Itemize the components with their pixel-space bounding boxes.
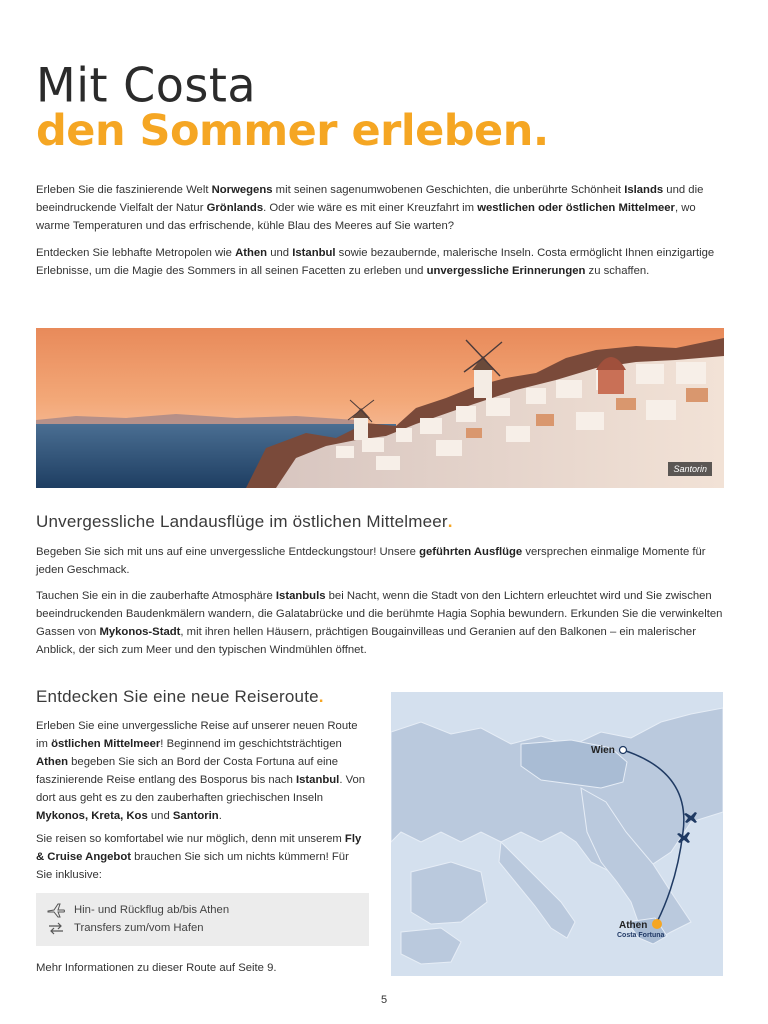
- destination-label: Athen: [619, 920, 648, 931]
- ship-label: Costa Fortuna: [617, 932, 665, 939]
- inclusion-transfer: Transfers zum/vom Hafen: [46, 919, 359, 937]
- page-number: 5: [380, 994, 388, 1006]
- vienna-marker: [620, 747, 627, 754]
- origin-label: Wien: [591, 745, 615, 756]
- heading-dot: .: [318, 687, 324, 706]
- excursions-paragraph-2: Tauchen Sie ein in die zauberhafte Atmosphäre Istanbuls bei Nacht, wenn die Stadt von den Lichtern erleuchtet wird und Sie zwischen beeindruckenden Baudenkmälern wandern, die Galatabrücke und die berühmte Hagia Sophia bewundern. Erkunden Sie die verwinkelten Gassen von Mykonos-Stadt, mit ihren hellen Häusern, prächtigen Bougainvilleas und Geranien auf den Balkonen – ein malerischer Anblick, der sich zum Meer und den typischen Windmühlen öffnet.: [36, 590, 723, 656]
- excursions-paragraph-1: Begeben Sie sich mit uns auf eine unvergessliche Entdeckungstour! Unsere geführten Ausflüge versprechen einmalige Momente für jeden Geschmack.: [36, 546, 706, 576]
- section-heading-excursions: Unvergessliche Landausflüge im östlichen Mittelmeer.: [36, 512, 453, 531]
- santorini-illustration: [36, 328, 724, 488]
- inclusion-flight: Hin- und Rückflug ab/bis Athen: [46, 901, 359, 919]
- route-footnote: Mehr Informationen zu dieser Route auf Seite 9.: [36, 962, 277, 974]
- intro-paragraph-1: Erleben Sie die faszinierende Welt Norwegens mit seinen sagenumwobenen Geschichten, die unberührte Schönheit Islands und die beeindruckende Vielfalt der Natur Grönlands. Oder wie wäre es mit einer Kreuzfahrt im westlichen oder östlichen Mittelmeer, wo warme Temperaturen und das erfrischende, kühle Blau des Meeres auf Sie warten?: [36, 184, 704, 232]
- transfer-arrows-icon: [46, 920, 66, 936]
- santorini-photo: [36, 328, 724, 488]
- athens-marker: [652, 919, 662, 929]
- route-paragraph-1: Erleben Sie eine unvergessliche Reise auf unserer neuen Route im östlichen Mittelmeer! Beginnend im geschichtsträchtigen Athen begeben Sie sich an Bord der Costa Fortuna auf eine faszinierende Reise entlang des Bosporus bis nach Istanbul. Von dort aus geht es zu den zauberhaften griechischen Inseln Mykonos, Kreta, Kos und Santorin.: [36, 720, 366, 822]
- inclusions-box: [36, 893, 369, 946]
- route-paragraph-2: Sie reisen so komfortabel wie nur möglich, denn mit unserem Fly & Cruise Angebot brauchen Sie sich um nichts kümmern! Für Sie inklusive:: [36, 833, 362, 881]
- europe-map-illustration: [391, 692, 723, 976]
- intro-paragraph-2: Entdecken Sie lebhafte Metropolen wie Athen und Istanbul sowie bezaubernde, malerische Inseln. Costa ermöglicht Ihnen einzigartige Erlebnisse, um die Magie des Sommers in all seinen Facetten zu erleben und unvergessliche Erinnerungen zu schaffen.: [36, 247, 715, 277]
- airplane-icon: [46, 902, 66, 918]
- heading-dot: .: [447, 512, 453, 531]
- photo-caption: Santorin: [668, 462, 712, 476]
- page-title-line1: Mit Costa: [36, 57, 257, 113]
- route-map: [391, 692, 723, 976]
- page-title-line2: den Sommer erleben.: [36, 106, 549, 156]
- section-heading-route: Entdecken Sie eine neue Reiseroute.: [36, 687, 324, 706]
